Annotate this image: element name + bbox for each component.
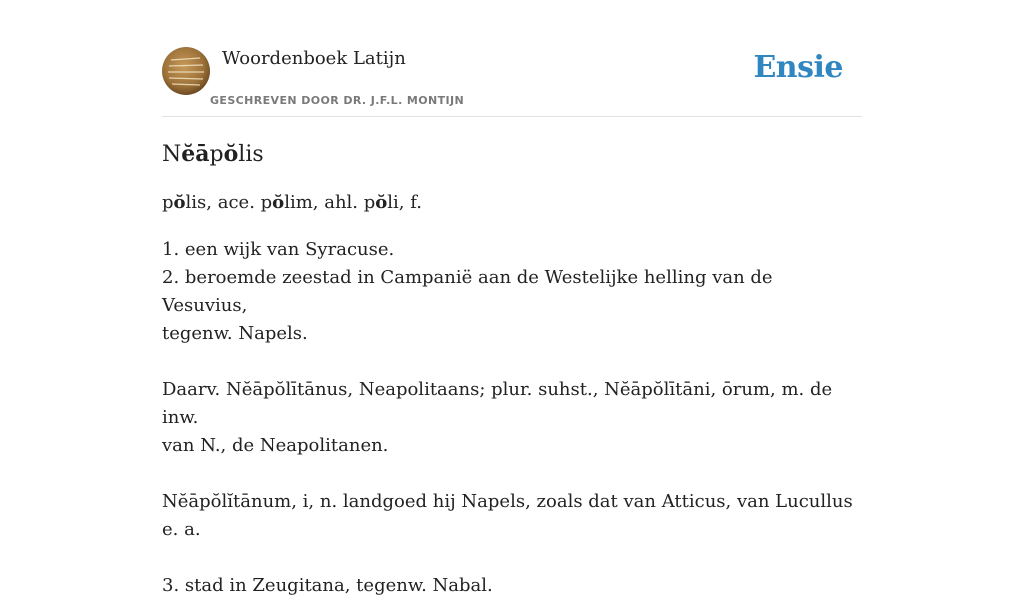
forms-part: lis, ace. p [185, 192, 273, 213]
headword-part: ŏ [223, 141, 239, 167]
forms-part: ŏ [272, 192, 285, 213]
definition-2-line-2: tegenw. Napels. [162, 323, 308, 344]
forms-part: li, f. [387, 192, 422, 213]
forms-part: ŏ [375, 192, 388, 213]
site-header [162, 46, 862, 117]
inflection-forms [162, 189, 862, 217]
author-byline: GESCHREVEN DOOR DR. J.F.L. MONTIJN [210, 94, 465, 107]
book-title-link[interactable]: Woordenboek Latijn [222, 48, 406, 69]
headword-part: N [162, 142, 182, 167]
ensie-logo[interactable]: Ensie [753, 50, 843, 85]
book-cover-icon[interactable] [162, 47, 210, 95]
headword-part: ĕā [181, 141, 210, 167]
forms-part: p [162, 192, 174, 213]
spacer [162, 460, 862, 488]
spacer [162, 348, 862, 376]
dictionary-entry [162, 136, 862, 600]
definition-3: 3. stad in Zeugitana, tegenw. Nabal. [162, 575, 493, 596]
definition-2-line-1: 2. beroemde zeestad in Campanië aan de Westelijke helling van de Vesuvius, [162, 267, 773, 316]
spacer [162, 544, 862, 572]
definition-1: 1. een wijk van Syracuse. [162, 239, 395, 260]
derivation-line-2: van N., de Neapolitanen. [162, 435, 389, 456]
forms-part: ŏ [173, 192, 186, 213]
forms-part: lim, ahl. p [284, 192, 376, 213]
derivation-line-1: Daarv. Nĕāpŏlītānus, Neapolitaans; plur. suhst., Nĕāpŏlītāni, ōrum, m. de inw. [162, 379, 833, 428]
coin-inscription-icon [162, 47, 210, 95]
headword-part: lis [238, 142, 264, 167]
headword-part: p [209, 142, 224, 167]
entry-headword [162, 136, 862, 173]
derivation-2: Nĕāpŏlĭtānum, i, n. landgoed hij Napels, zoals dat van Atticus, van Lucullus e. a. [162, 491, 853, 540]
